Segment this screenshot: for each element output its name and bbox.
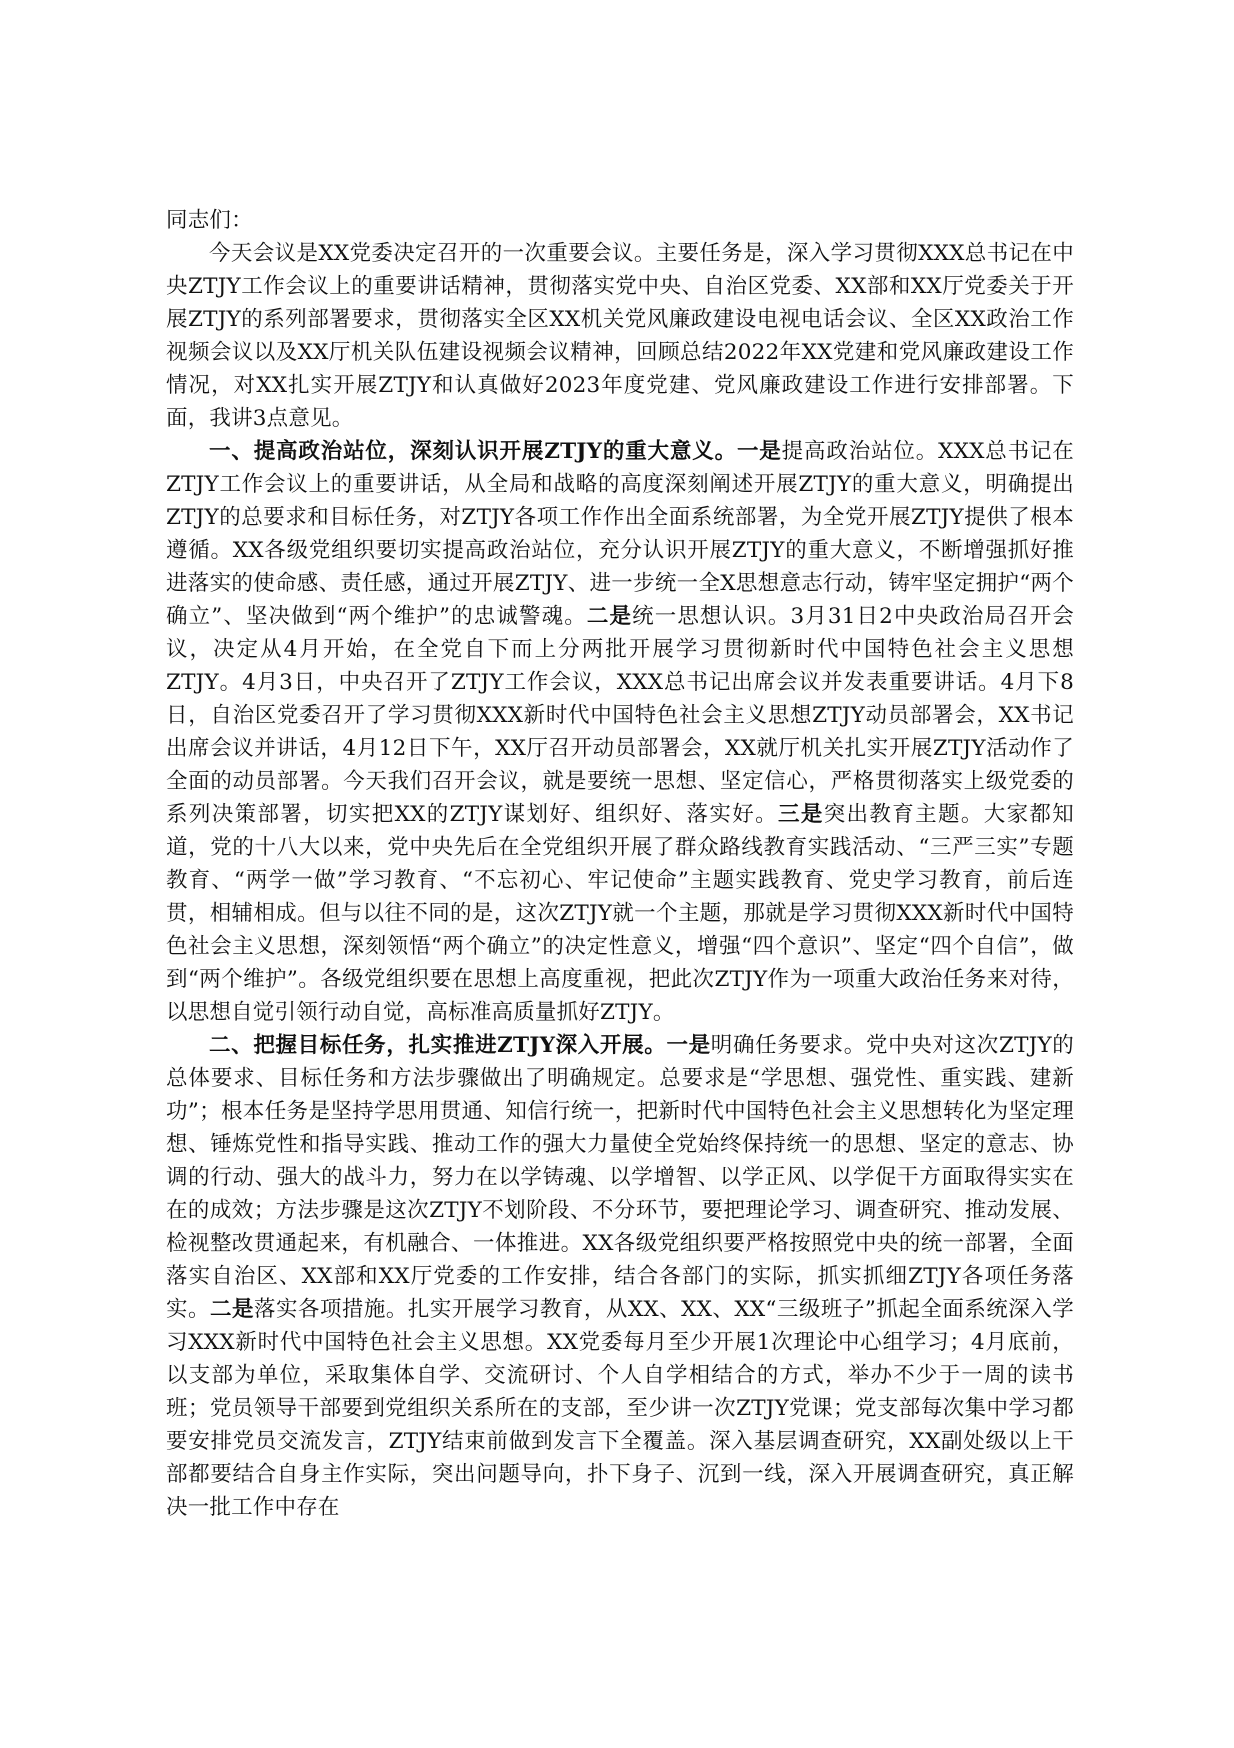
- intro-text: 今天会议是XX党委决定召开的一次重要会议。主要任务是，深入学习贯彻XXX总书记在中央ZTJY工作会议上的重要讲话精神，贯彻落实党中央、自治区党委、XX部和XX厅党委关于开展ZTJY的系列部署要求，贯彻落实全区XX机关党风廉政建设电视电话会议、全区XX政治工作视频会议以及XX厅机关队伍建设视频会议精神，回顾总结2022年XX党建和党风廉政建设工作情况，对XX扎实开展ZTJY和认真做好2023年度党建、党风廉政建设工作进行安排部署。下面，我讲3点意见。: [166, 241, 1074, 431]
- paragraph-section-1: [166, 435, 1074, 1029]
- section-1-point-2-label: 二是: [586, 604, 633, 629]
- section-2-point-2-text: 落实各项措施。扎实开展学习教育，从XX、XX、XX“三级班子”抓起全面系统深入学习XXX新时代中国特色社会主义思想。XX党委每月至少开展1次理论中心组学习；4月底前，以支部为单位，采取集体自学、交流研讨、个人自学相结合的方式，举办不少于一周的读书班；党员领导干部要到党组织关系所在的支部，至少讲一次ZTJY党课；党支部每次集中学习都要安排党员交流发言，ZTJY结束前做到发言下全覆盖。深入基层调查研究，XX副处级以上干部都要结合自身主作实际，突出问题导向，扑下身子、沉到一线，深入开展调查研究，真正解决一批工作中存在: [166, 1297, 1074, 1520]
- section-1-point-2-text: 统一思想认识。3月31日2中央政治局召开会议，决定从4月开始，在全党自下而上分两批开展学习贯彻新时代中国特色社会主义思想ZTJY。4月3日，中央召开了ZTJY工作会议，XXX总书记出席会议并发表重要讲话。4月下8日，自治区党委召开了学习贯彻XXX新时代中国特色社会主义思想ZTJY动员部署会，XX书记出席会议并讲话，4月12日下午，XX厅召开动员部署会，XX就厅机关扎实开展ZTJY活动作了全面的动员部署。今天我们召开会议，就是要统一思想、坚定信心，严格贯彻落实上级党委的系列决策部署，切实把XX的ZTJY谋划好、组织好、落实好。: [166, 604, 1075, 827]
- section-1-point-1-label: 一是: [736, 439, 782, 464]
- salutation: 同志们：: [166, 208, 253, 233]
- section-1-point-3-label: 三是: [777, 802, 824, 827]
- paragraph-intro: [166, 237, 1074, 435]
- section-1-point-3-text: 突出教育主题。大家都知道，党的十八大以来，党中央先后在全党组织开展了群众路线教育实践活动、“三严三实”专题教育、“两学一做”学习教育、“不忘初心、牢记使命”主题实践教育、党史学习教育，前后连贯，相辅相成。但与以往不同的是，这次ZTJY就一个主题，那就是学习贯彻XXX新时代中国特色社会主义思想，深刻领悟“两个确立”的决定性意义，增强“四个意识”、坚定“四个自信”，做到“两个维护”。各级党组织要在思想上高度重视，把此次ZTJY作为一项重大政治任务来对待，以思想自觉引领行动自觉，高标准高质量抓好ZTJY。: [166, 802, 1074, 1025]
- section-2-point-2-label: 二是: [209, 1297, 254, 1322]
- paragraph-section-2: [166, 1029, 1074, 1524]
- section-2-heading: 二、把握目标任务，扎实推进ZTJY深入开展。: [209, 1033, 667, 1058]
- document-page: [166, 204, 1074, 1524]
- section-2-point-1-label: 一是: [666, 1033, 711, 1058]
- section-1-heading: 一、提高政治站位，深刻认识开展ZTJY的重大意义。: [209, 439, 737, 464]
- section-2-point-1-text: 明确任务要求。党中央对这次ZTJY的总体要求、目标任务和方法步骤做出了明确规定。总要求是“学思想、强党性、重实践、建新功”；根本任务是坚持学思用贯通、知信行统一，把新时代中国特色社会主义思想转化为坚定理想、锤炼党性和指导实践、推动工作的强大力量使全党始终保持统一的思想、坚定的意志、协调的行动、强大的战斗力，努力在以学铸魂、以学增智、以学正风、以学促干方面取得实实在在的成效；方法步骤是这次ZTJY不划阶段、不分环节，要把理论学习、调查研究、推动发展、检视整改贯通起来，有机融合、一体推进。XX各级党组织要严格按照党中央的统一部署，全面落实自治区、XX部和XX厅党委的工作安排，结合各部门的实际，抓实抓细ZTJY各项任务落实。: [166, 1033, 1074, 1322]
- section-1-point-1-text: 提高政治站位。XXX总书记在ZTJY工作会议上的重要讲话，从全局和战略的高度深刻阐述开展ZTJY的重大意义，明确提出ZTJY的总要求和目标任务，对ZTJY各项工作作出全面系统部署，为全党开展ZTJY提供了根本遵循。XX各级党组织要切实提高政治站位，充分认识开展ZTJY的重大意义，不断增强抓好推进落实的使命感、责任感，通过开展ZTJY、进一步统一全X思想意志行动，铸牢坚定拥护“两个确立”、坚决做到“两个维护”的忠诚警魂。: [166, 439, 1074, 629]
